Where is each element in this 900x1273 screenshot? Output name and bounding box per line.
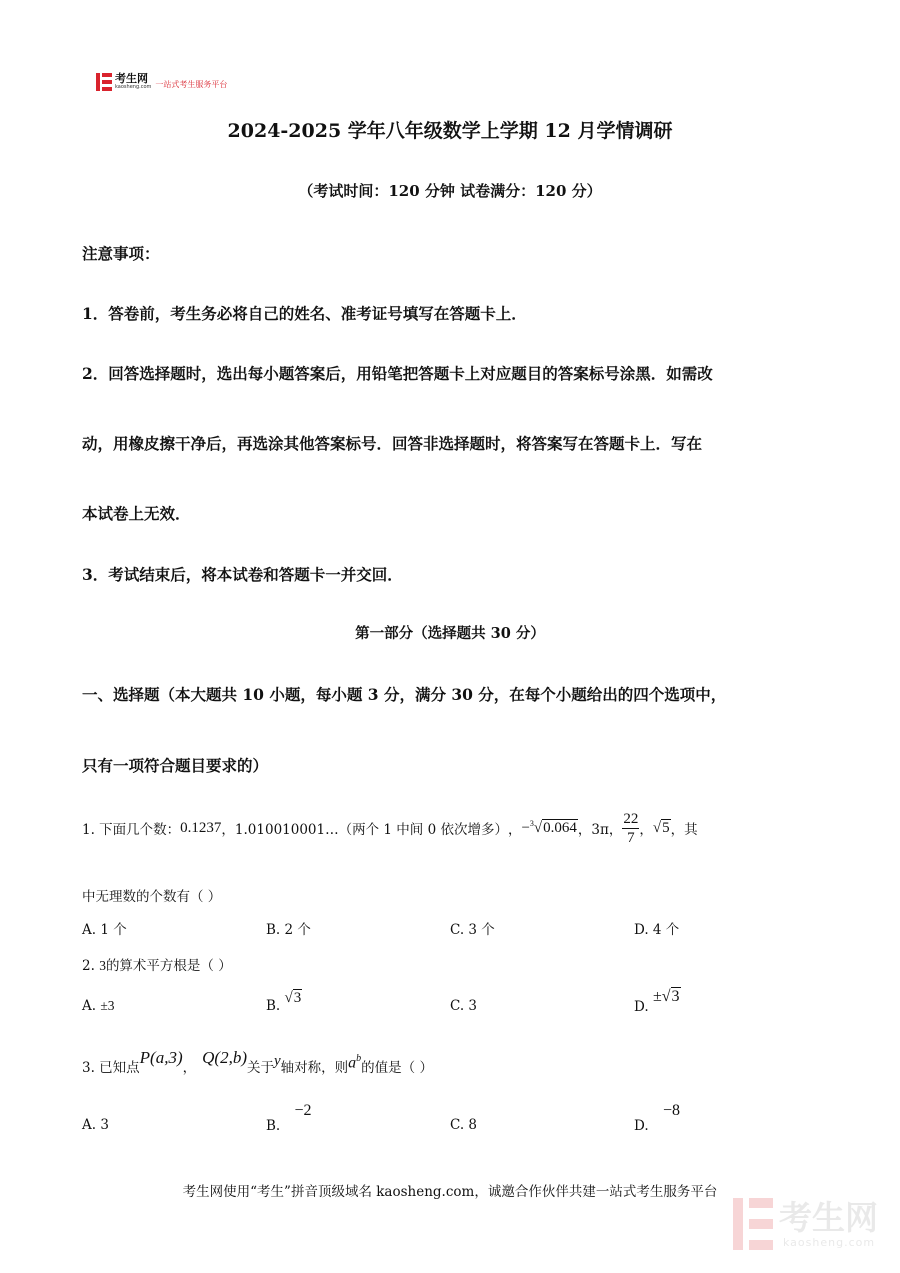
q2-text: 的算术平方根是（ ） — [105, 958, 232, 974]
q2-option-d-radicand: 3 — [671, 988, 680, 1005]
part1-heading: 第一部分（选择题共 30 分） — [355, 625, 545, 642]
radical-icon: √ — [661, 988, 671, 1005]
q3-option-d-value: −8 — [662, 1102, 680, 1119]
q1-fraction — [622, 810, 639, 847]
q1-cube-root — [521, 819, 577, 837]
exam-info: （考试时间：120 分钟 试卷满分：120 分） — [298, 182, 602, 200]
logo-text-block — [115, 74, 151, 90]
q2-option-a — [82, 998, 115, 1014]
logo-domain: kaosheng.com — [115, 84, 152, 90]
q3-exponent: b — [356, 1052, 362, 1064]
q2-option-d — [634, 988, 681, 1015]
q2-option-d-pm: ± — [652, 988, 662, 1005]
watermark-logo — [733, 1198, 878, 1250]
q1-option-d: D. 4 个 — [634, 922, 680, 938]
q3-option-d-label: D. — [634, 1118, 649, 1134]
question-1-line-2: 中无理数的个数有（ ） — [82, 889, 222, 905]
q3-base: a — [348, 1054, 357, 1071]
q2-option-a-label: A. — [82, 998, 97, 1014]
question-3 — [82, 1044, 433, 1076]
q2-value: 3 — [99, 958, 106, 973]
q3-point-p: P(a,3) — [139, 1048, 183, 1067]
q1-option-b: B. 2 个 — [266, 922, 311, 938]
q1-number-4: ，3π， — [577, 822, 623, 838]
q1-fraction-denominator: 7 — [627, 829, 635, 846]
q3-mid-2: 轴对称，则 — [280, 1060, 349, 1076]
q3-option-a: A. 3 — [82, 1117, 109, 1133]
note-item-3: 3．考试结束后，将本试卷和答题卡一并交回． — [82, 565, 403, 584]
radical-icon: √ — [652, 819, 662, 836]
q1-root-index: 3 — [529, 819, 534, 828]
q1-option-c: C. 3 个 — [450, 922, 495, 938]
q1-sep-3: ， — [639, 822, 653, 838]
header-logo — [96, 72, 227, 92]
note-item-2-line-3: 本试卷上无效． — [82, 504, 191, 523]
q3-option-b-label: B. — [266, 1118, 281, 1134]
q1-sep-2: ， — [507, 822, 522, 838]
q1-number-2: 1.010010001…（两个 1 中间 0 依次增多） — [234, 822, 508, 838]
q1-minus-sign: − — [521, 820, 530, 836]
q1-sqrt-5-radicand: 5 — [662, 819, 670, 836]
logo-slogan: 一站式考生服务平台 — [155, 79, 228, 89]
q2-option-a-value: ±3 — [100, 998, 115, 1013]
page-footer: 考生网使用“考生”拼音顶级域名 kaosheng.com，诚邀合作伙伴共建一站式考生服务平台 — [182, 1184, 718, 1200]
q1-sqrt-5 — [653, 820, 671, 837]
q3-power — [348, 1053, 361, 1072]
watermark-text-block — [773, 1197, 878, 1249]
watermark-icon — [733, 1198, 773, 1250]
q3-option-d — [634, 1102, 680, 1134]
note-item-2-line-1: 2．回答选择题时，选出每小题答案后，用铅笔把答题卡上对应题目的答案标号涂黑．如需改 — [82, 364, 713, 383]
logo-icon — [96, 73, 112, 91]
q3-prefix: 3. 已知点 — [82, 1060, 140, 1076]
section-heading-line-1: 一、选择题（本大题共 10 小题，每小题 3 分，满分 30 分，在每个小题给出的四个选项中， — [82, 685, 727, 704]
q1-option-a: A. 1 个 — [82, 922, 127, 938]
question-1-line-1 — [82, 798, 698, 858]
radical-icon: √ — [284, 990, 293, 1006]
q2-option-b-radicand: 3 — [293, 990, 302, 1006]
watermark-domain: kaosheng.com — [783, 1235, 876, 1249]
note-item-1: 1．答卷前，考生务必将自己的姓名、准考证号填写在答题卡上． — [82, 304, 527, 323]
logo-name: 考生网 — [115, 72, 148, 85]
q2-option-d-label: D. — [634, 999, 649, 1015]
q2-option-b-label: B. — [266, 998, 281, 1014]
q3-point-q: Q(2,b) — [202, 1048, 247, 1067]
page-title: 2024-2025 学年八年级数学上学期 12 月学情调研 — [227, 120, 673, 142]
q3-suffix: 的值是（ ） — [361, 1060, 433, 1076]
q1-prefix: 1. 下面几个数： — [82, 822, 181, 838]
q3-comma: ， — [182, 1060, 197, 1076]
q2-option-c: C. 3 — [450, 998, 478, 1014]
watermark-name: 考生网 — [779, 1197, 878, 1237]
section-heading-line-2: 只有一项符合题目要求的） — [82, 756, 269, 775]
radical-icon: √ — [533, 820, 543, 836]
q1-suffix: ，其 — [670, 822, 698, 838]
q3-mid: 关于 — [247, 1060, 274, 1076]
notes-heading: 注意事项： — [82, 244, 160, 263]
q3-axis: y — [274, 1053, 281, 1069]
q1-fraction-numerator: 22 — [623, 810, 639, 827]
q1-repeating-decimal: 0.1237 — [180, 819, 222, 836]
q3-option-b-value: −2 — [294, 1102, 312, 1119]
q3-option-b — [266, 1102, 312, 1134]
q1-sep-1: ， — [221, 822, 235, 838]
q1-radicand: 0.064 — [543, 820, 577, 836]
question-2 — [82, 954, 232, 974]
note-item-2-line-2: 动，用橡皮擦干净后，再选涂其他答案标号．回答非选择题时，将答案写在答题卡上．写在 — [82, 434, 703, 453]
q2-option-b — [266, 990, 302, 1014]
q2-number: 2. — [82, 958, 95, 974]
q3-option-c: C. 8 — [450, 1117, 478, 1133]
